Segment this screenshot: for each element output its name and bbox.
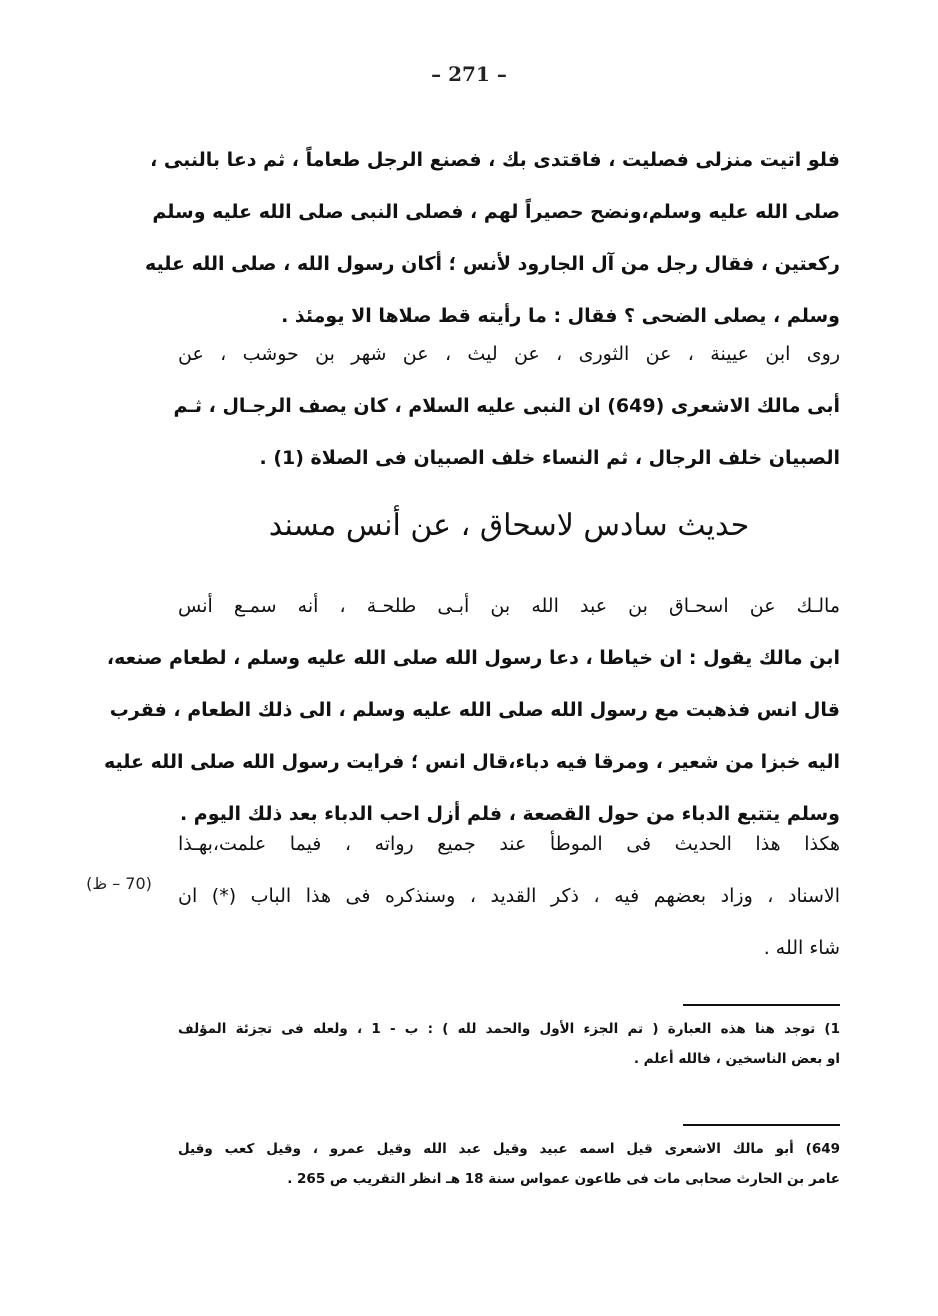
text-line: شاء الله . [763, 937, 840, 959]
page-number: – 271 – [431, 62, 507, 86]
footnote-2 [178, 1134, 840, 1194]
text-line: ركعتين ، فقال رجل من آل الجارود لأنس ؛ أكان رسول الله ، صلى الله عليه [144, 253, 840, 275]
footnote-line: او بعض الناسخين ، فالله أعلم . [633, 1051, 840, 1067]
text-line: صلى الله عليه وسلم،ونضح حصيراً لهم ، فصلى النبى صلى الله عليه وسلم [152, 201, 840, 223]
footnote-divider [683, 1124, 840, 1126]
text-line: الاسناد ، وزاد بعضهم فيه ، ذكر القديد ، وسنذكره فى هذا الباب (*) ان [178, 885, 840, 907]
text-line: ابن مالك يقول : ان خياطا ، دعا رسول الله صلى الله عليه وسلم ، لطعام صنعه، [106, 647, 840, 669]
text-line: أبى مالك الاشعرى (649) ان النبى عليه السلام ، كان يصف الرجـال ، ثـم [173, 395, 840, 417]
text-line: فلو اتيت منزلى فصليت ، فاقتدى بك ، فصنع الرجل طعاماً ، ثم دعا بالنبى ، [150, 149, 840, 171]
paragraph-2 [173, 328, 840, 484]
paragraph-1 [144, 134, 840, 342]
text-line: هكذا هذا الحديث فى الموطأ عند جميع رواته ، فيما علمت،بهـذا [178, 833, 840, 855]
footnote-line: 1) توجد هنا هذه العبارة ( تم الجزء الأول والحمد لله ) : ب - 1 ، ولعله فى تجزئة المؤلف [178, 1021, 840, 1037]
text-line: الصبيان خلف الرجال ، ثم النساء خلف الصبيان فى الصلاة (1) . [259, 447, 840, 469]
text-line: اليه خبزا من شعير ، ومرقا فيه دباء،قال انس ؛ فرايت رسول الله صلى الله عليه [103, 751, 840, 773]
section-heading: حديث سادس لاسحاق ، عن أنس مسند [268, 508, 750, 543]
footnote-divider [683, 1004, 840, 1006]
footnote-1 [178, 1014, 840, 1074]
footnote-line: عامر بن الحارث صحابى مات فى طاعون عمواس سنة 18 هـ انظر التقريب ص 265 . [287, 1171, 840, 1187]
paragraph-4 [178, 818, 840, 974]
text-line: وسلم يتتبع الدباء من حول القصعة ، فلم أزل احب الدباء بعد ذلك اليوم . [179, 803, 840, 825]
text-line: وسلم ، يصلى الضحى ؟ فقال : ما رأيته قط صلاها الا يومئذ . [281, 305, 840, 327]
text-line: قال انس فذهبت مع رسول الله صلى الله عليه وسلم ، الى ذلك الطعام ، فقرب [109, 699, 840, 721]
paragraph-3 [103, 580, 840, 840]
text-line: روى ابن عيينة ، عن الثورى ، عن ليث ، عن شهر بن حوشب ، عن [178, 343, 840, 365]
text-line: مالـك عن اسحـاق بن عبد الله بن أبـى طلحـة ، أنه سمـع أنس [178, 595, 840, 617]
footnote-line: 649) أبو مالك الاشعرى قيل اسمه عبيد وقيل عبد الله وقيل عمرو ، وقيل كعب وقيل [178, 1141, 840, 1157]
margin-note: (70 – ظ) [86, 874, 152, 893]
